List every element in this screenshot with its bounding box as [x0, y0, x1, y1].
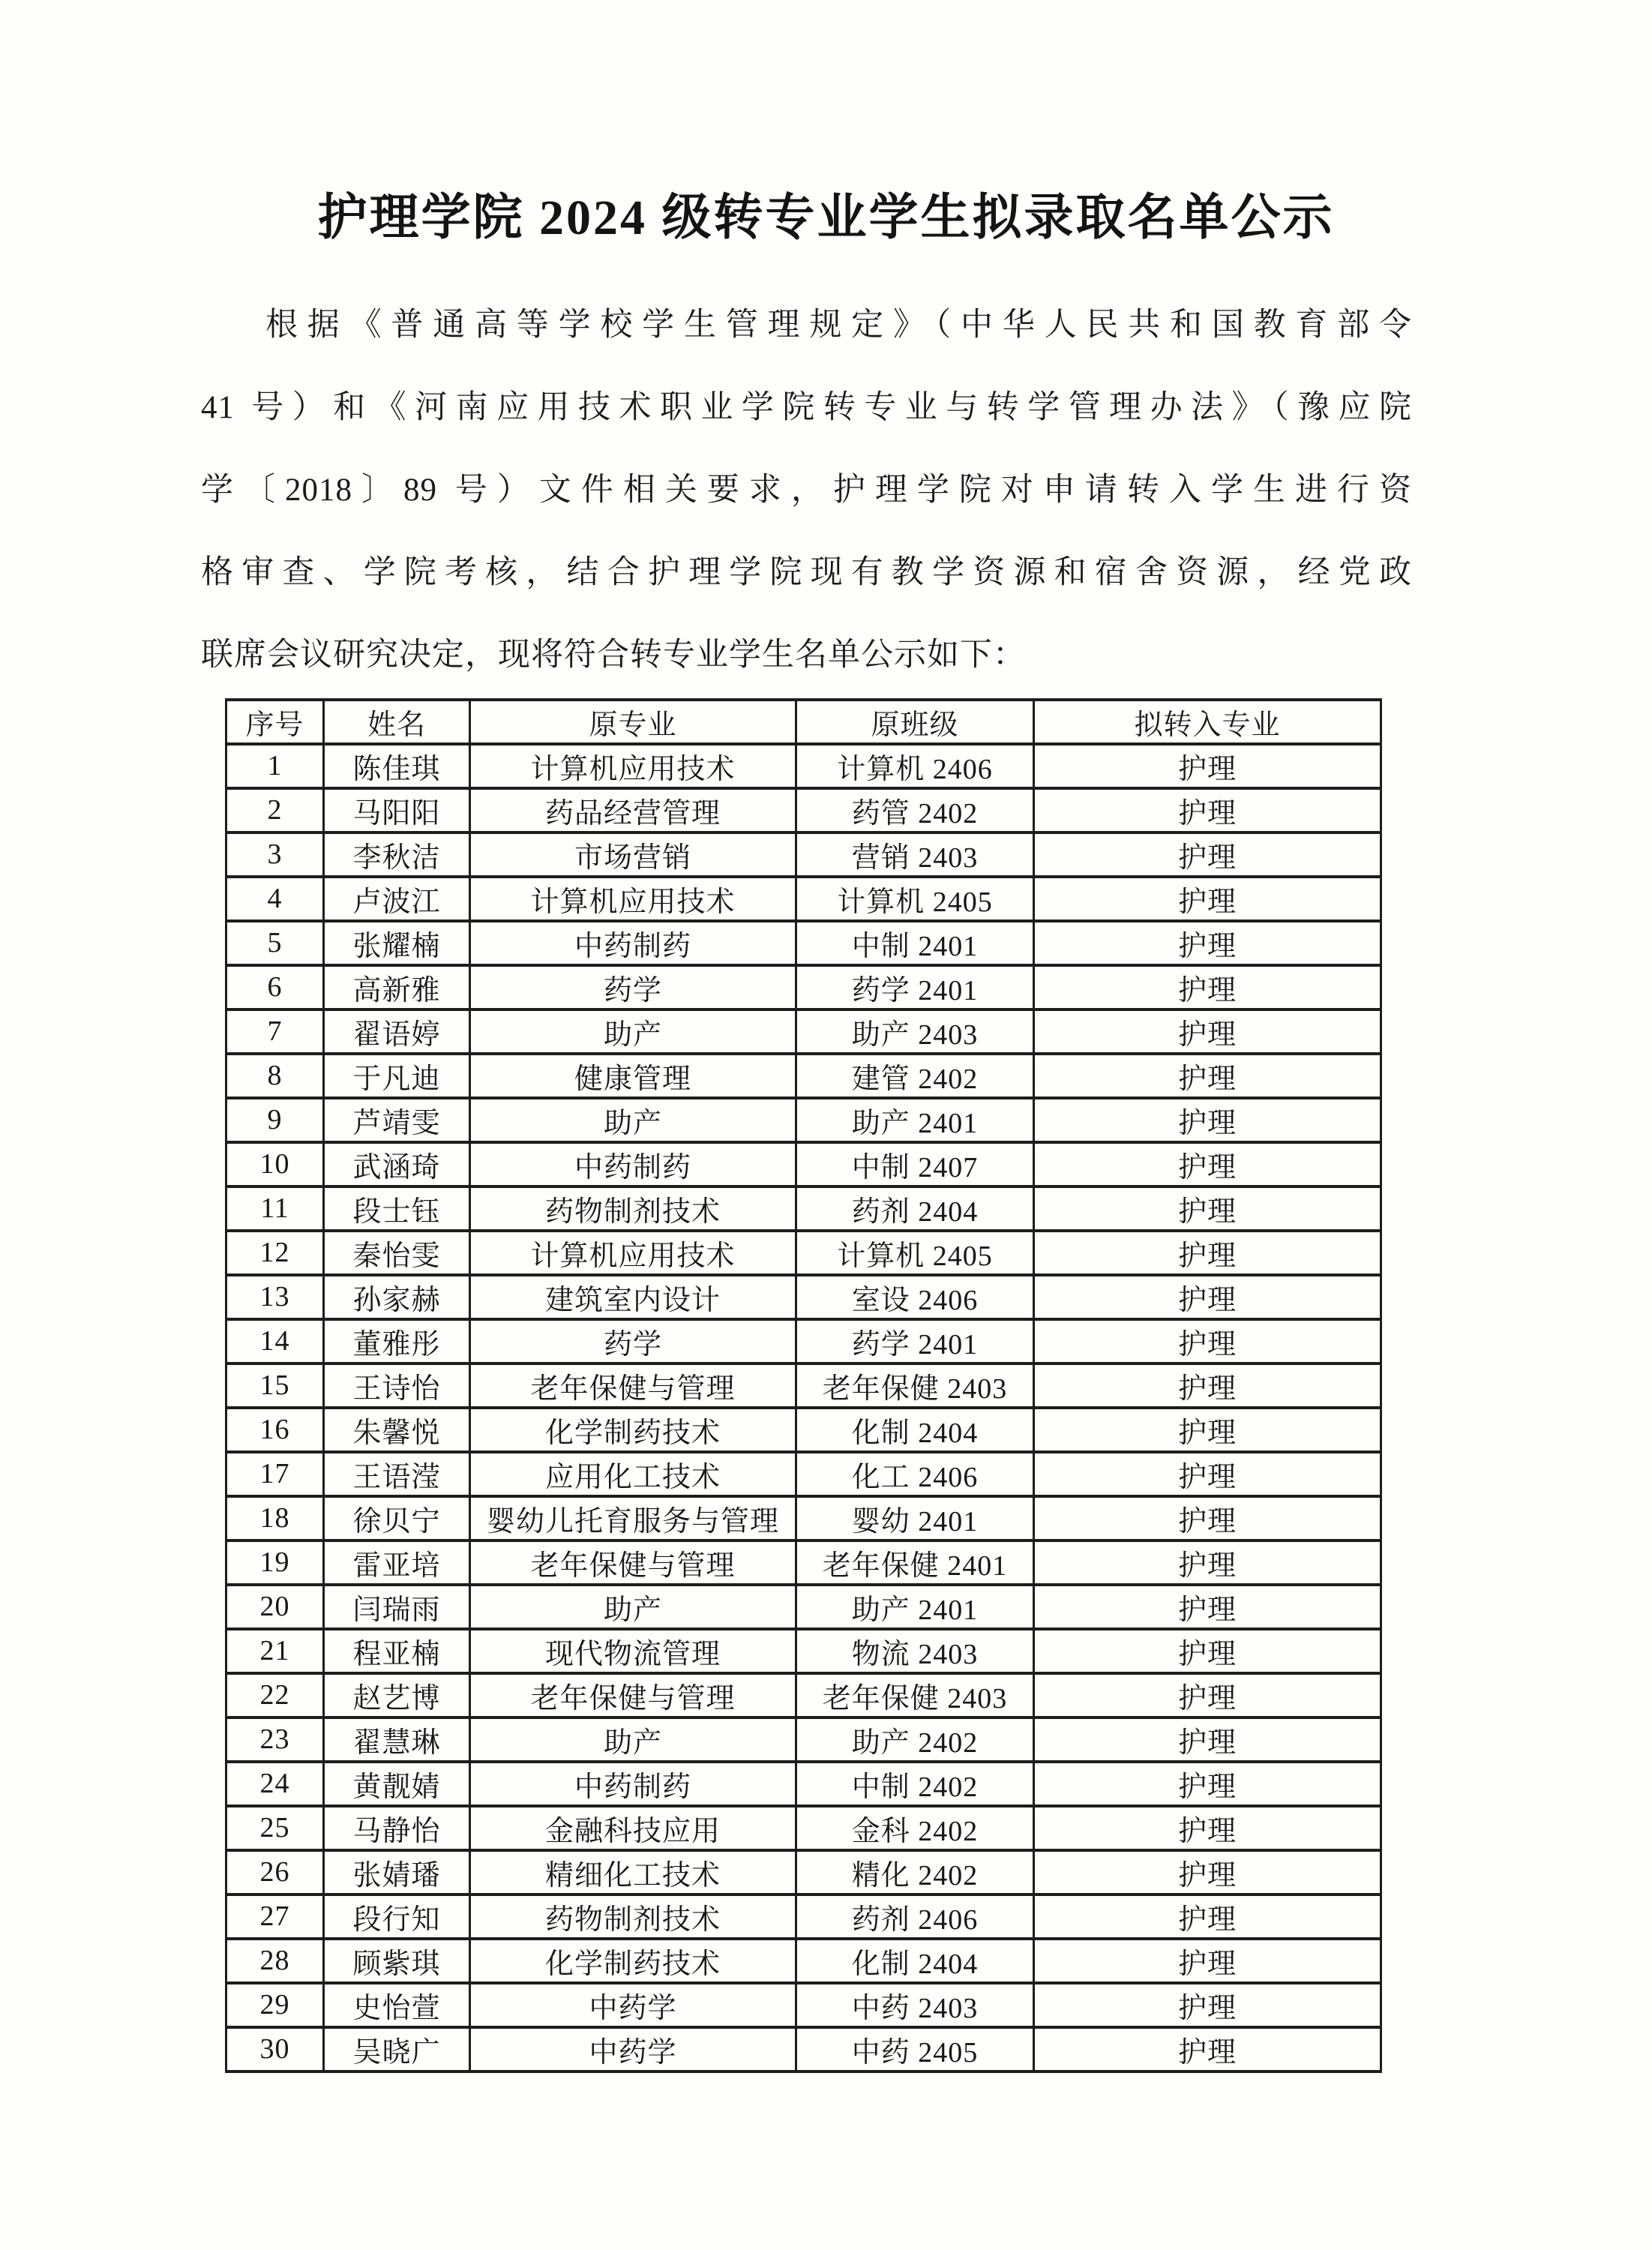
cell-major: 药学 [470, 965, 796, 1010]
table-row [226, 1496, 1381, 1540]
cell-target: 护理 [1034, 877, 1381, 921]
cell-name: 张婧璠 [324, 1850, 470, 1894]
cell-name: 张耀楠 [324, 921, 470, 965]
cell-no: 26 [226, 1850, 324, 1894]
cell-target: 护理 [1034, 1939, 1381, 1983]
cell-class_name: 助产 2401 [796, 1098, 1034, 1142]
table-row [226, 1452, 1381, 1496]
table-row [226, 1718, 1381, 1762]
cell-major: 计算机应用技术 [470, 877, 796, 921]
column-header-major: 原专业 [470, 700, 796, 744]
cell-major: 老年保健与管理 [470, 1364, 796, 1408]
cell-major: 助产 [470, 1098, 796, 1142]
table-row [226, 1098, 1381, 1142]
cell-class_name: 化制 2404 [796, 1408, 1034, 1452]
cell-target: 护理 [1034, 1496, 1381, 1540]
cell-major: 药物制剂技术 [470, 1186, 796, 1231]
table-row [226, 1408, 1381, 1452]
cell-no: 30 [226, 2027, 324, 2072]
cell-target: 护理 [1034, 1629, 1381, 1673]
intro-line: 根据《普通高等学校学生管理规定》（中华人民共和国教育部令 [265, 307, 1412, 343]
cell-name: 程亚楠 [324, 1629, 470, 1673]
cell-name: 李秋洁 [324, 832, 470, 877]
cell-major: 药学 [470, 1319, 796, 1364]
cell-name: 黄靓婧 [324, 1762, 470, 1806]
table-row [226, 1806, 1381, 1850]
cell-class_name: 药剂 2404 [796, 1186, 1034, 1231]
cell-name: 武涵琦 [324, 1142, 470, 1186]
cell-no: 12 [226, 1231, 324, 1275]
cell-major: 药品经营管理 [470, 788, 796, 832]
cell-major: 中药学 [470, 1983, 796, 2027]
cell-class_name: 老年保健 2401 [796, 1540, 1034, 1585]
cell-major: 市场营销 [470, 832, 796, 877]
table-row [226, 1142, 1381, 1186]
cell-no: 27 [226, 1894, 324, 1939]
cell-major: 老年保健与管理 [470, 1673, 796, 1718]
cell-target: 护理 [1034, 1098, 1381, 1142]
cell-no: 9 [226, 1098, 324, 1142]
cell-name: 史怡萱 [324, 1983, 470, 2027]
column-header-class: 原班级 [796, 700, 1034, 744]
cell-major: 助产 [470, 1585, 796, 1629]
table-row [226, 1186, 1381, 1231]
table-row [226, 1983, 1381, 2027]
cell-name: 雷亚培 [324, 1540, 470, 1585]
cell-name: 马静怡 [324, 1806, 470, 1850]
cell-target: 护理 [1034, 1408, 1381, 1452]
column-header-name: 姓名 [324, 700, 470, 744]
table-body [226, 744, 1381, 2072]
cell-name: 顾紫琪 [324, 1939, 470, 1983]
cell-no: 28 [226, 1939, 324, 1983]
cell-target: 护理 [1034, 2027, 1381, 2072]
cell-no: 8 [226, 1054, 324, 1098]
cell-no: 18 [226, 1496, 324, 1540]
cell-major: 中药制药 [470, 1142, 796, 1186]
cell-class_name: 药学 2401 [796, 965, 1034, 1010]
intro-line: 格审查、学院考核，结合护理学院现有教学资源和宿舍资源，经党政 [201, 554, 1412, 590]
cell-name: 段士钰 [324, 1186, 470, 1231]
cell-name: 卢波江 [324, 877, 470, 921]
cell-no: 6 [226, 965, 324, 1010]
cell-class_name: 老年保健 2403 [796, 1364, 1034, 1408]
cell-class_name: 化制 2404 [796, 1939, 1034, 1983]
cell-no: 11 [226, 1186, 324, 1231]
cell-target: 护理 [1034, 1142, 1381, 1186]
cell-target: 护理 [1034, 1540, 1381, 1585]
cell-major: 中药学 [470, 2027, 796, 2072]
cell-major: 化学制药技术 [470, 1408, 796, 1452]
cell-major: 精细化工技术 [470, 1850, 796, 1894]
intro-line: 学〔2018〕89 号）文件相关要求，护理学院对申请转入学生进行资 [201, 472, 1412, 508]
column-header-target: 拟转入专业 [1034, 700, 1381, 744]
table-row [226, 832, 1381, 877]
cell-class_name: 婴幼 2401 [796, 1496, 1034, 1540]
cell-class_name: 物流 2403 [796, 1629, 1034, 1673]
cell-no: 2 [226, 788, 324, 832]
cell-name: 马阳阳 [324, 788, 470, 832]
table-row [226, 744, 1381, 788]
cell-major: 健康管理 [470, 1054, 796, 1098]
cell-major: 助产 [470, 1718, 796, 1762]
cell-no: 15 [226, 1364, 324, 1408]
cell-name: 吴晓广 [324, 2027, 470, 2072]
cell-target: 护理 [1034, 1364, 1381, 1408]
table-row [226, 921, 1381, 965]
cell-class_name: 助产 2401 [796, 1585, 1034, 1629]
cell-name: 高新雅 [324, 965, 470, 1010]
table-row [226, 1275, 1381, 1319]
cell-no: 17 [226, 1452, 324, 1496]
cell-name: 芦靖雯 [324, 1098, 470, 1142]
table-row [226, 1762, 1381, 1806]
table-row [226, 788, 1381, 832]
cell-no: 19 [226, 1540, 324, 1585]
cell-no: 23 [226, 1718, 324, 1762]
cell-name: 王诗怡 [324, 1364, 470, 1408]
table-header-row [226, 700, 1381, 744]
cell-class_name: 老年保健 2403 [796, 1673, 1034, 1718]
table-row [226, 1540, 1381, 1585]
table-row [226, 1231, 1381, 1275]
cell-target: 护理 [1034, 965, 1381, 1010]
cell-target: 护理 [1034, 1718, 1381, 1762]
cell-name: 翟语婷 [324, 1010, 470, 1054]
table-row [226, 1010, 1381, 1054]
cell-target: 护理 [1034, 1894, 1381, 1939]
cell-name: 段行知 [324, 1894, 470, 1939]
cell-name: 赵艺博 [324, 1673, 470, 1718]
cell-class_name: 中药 2403 [796, 1983, 1034, 2027]
cell-name: 翟慧琳 [324, 1718, 470, 1762]
intro-paragraph [201, 284, 1412, 697]
cell-no: 29 [226, 1983, 324, 2027]
cell-class_name: 中制 2407 [796, 1142, 1034, 1186]
intro-line: 41 号）和《河南应用技术职业学院转专业与转学管理办法》（豫应院 [201, 389, 1412, 425]
cell-major: 金融科技应用 [470, 1806, 796, 1850]
cell-class_name: 药管 2402 [796, 788, 1034, 832]
cell-class_name: 计算机 2405 [796, 1231, 1034, 1275]
cell-major: 应用化工技术 [470, 1452, 796, 1496]
cell-target: 护理 [1034, 1231, 1381, 1275]
page-title: 护理学院 2024 级转专业学生拟录取名单公示 [317, 190, 1335, 245]
cell-major: 助产 [470, 1010, 796, 1054]
cell-class_name: 室设 2406 [796, 1275, 1034, 1319]
cell-no: 4 [226, 877, 324, 921]
cell-no: 3 [226, 832, 324, 877]
table-row [226, 1939, 1381, 1983]
table-row [226, 1319, 1381, 1364]
cell-class_name: 化工 2406 [796, 1452, 1034, 1496]
table-row [226, 1850, 1381, 1894]
table-row [226, 877, 1381, 921]
cell-class_name: 营销 2403 [796, 832, 1034, 877]
cell-major: 计算机应用技术 [470, 744, 796, 788]
cell-name: 陈佳琪 [324, 744, 470, 788]
cell-no: 7 [226, 1010, 324, 1054]
cell-no: 14 [226, 1319, 324, 1364]
table-row [226, 1054, 1381, 1098]
cell-major: 中药制药 [470, 1762, 796, 1806]
table-row [226, 1673, 1381, 1718]
cell-class_name: 精化 2402 [796, 1850, 1034, 1894]
cell-target: 护理 [1034, 1585, 1381, 1629]
cell-class_name: 助产 2402 [796, 1718, 1034, 1762]
cell-target: 护理 [1034, 1673, 1381, 1718]
cell-target: 护理 [1034, 1850, 1381, 1894]
cell-name: 王语滢 [324, 1452, 470, 1496]
cell-no: 24 [226, 1762, 324, 1806]
cell-major: 药物制剂技术 [470, 1894, 796, 1939]
cell-target: 护理 [1034, 1186, 1381, 1231]
cell-name: 董雅彤 [324, 1319, 470, 1364]
cell-class_name: 药剂 2406 [796, 1894, 1034, 1939]
cell-class_name: 计算机 2406 [796, 744, 1034, 788]
cell-target: 护理 [1034, 1806, 1381, 1850]
cell-name: 于凡迪 [324, 1054, 470, 1098]
column-header-no: 序号 [226, 700, 324, 744]
table-row [226, 1894, 1381, 1939]
cell-no: 10 [226, 1142, 324, 1186]
cell-class_name: 建管 2402 [796, 1054, 1034, 1098]
cell-class_name: 中制 2401 [796, 921, 1034, 965]
cell-class_name: 中药 2405 [796, 2027, 1034, 2072]
intro-line: 联席会议研究决定，现将符合转专业学生名单公示如下： [201, 637, 1026, 673]
cell-no: 1 [226, 744, 324, 788]
cell-major: 老年保健与管理 [470, 1540, 796, 1585]
cell-major: 计算机应用技术 [470, 1231, 796, 1275]
cell-target: 护理 [1034, 1010, 1381, 1054]
cell-no: 16 [226, 1408, 324, 1452]
cell-name: 孙家赫 [324, 1275, 470, 1319]
cell-no: 20 [226, 1585, 324, 1629]
transfer-roster-table [225, 698, 1382, 2073]
cell-major: 中药制药 [470, 921, 796, 965]
table-row [226, 1629, 1381, 1673]
cell-class_name: 药学 2401 [796, 1319, 1034, 1364]
cell-class_name: 计算机 2405 [796, 877, 1034, 921]
cell-target: 护理 [1034, 744, 1381, 788]
cell-name: 闫瑞雨 [324, 1585, 470, 1629]
cell-name: 秦怡雯 [324, 1231, 470, 1275]
cell-no: 13 [226, 1275, 324, 1319]
cell-target: 护理 [1034, 788, 1381, 832]
cell-no: 21 [226, 1629, 324, 1673]
cell-no: 25 [226, 1806, 324, 1850]
cell-target: 护理 [1034, 1054, 1381, 1098]
cell-target: 护理 [1034, 1452, 1381, 1496]
cell-target: 护理 [1034, 832, 1381, 877]
cell-name: 徐贝宁 [324, 1496, 470, 1540]
cell-major: 现代物流管理 [470, 1629, 796, 1673]
cell-class_name: 助产 2403 [796, 1010, 1034, 1054]
table-row [226, 1364, 1381, 1408]
table-row [226, 2027, 1381, 2072]
table-row [226, 965, 1381, 1010]
cell-class_name: 中制 2402 [796, 1762, 1034, 1806]
cell-target: 护理 [1034, 1983, 1381, 2027]
cell-major: 婴幼儿托育服务与管理 [470, 1496, 796, 1540]
cell-class_name: 金科 2402 [796, 1806, 1034, 1850]
cell-major: 建筑室内设计 [470, 1275, 796, 1319]
cell-target: 护理 [1034, 1762, 1381, 1806]
cell-major: 化学制药技术 [470, 1939, 796, 1983]
table-row [226, 1585, 1381, 1629]
cell-no: 5 [226, 921, 324, 965]
cell-no: 22 [226, 1673, 324, 1718]
cell-name: 朱馨悦 [324, 1408, 470, 1452]
cell-target: 护理 [1034, 921, 1381, 965]
cell-target: 护理 [1034, 1319, 1381, 1364]
cell-target: 护理 [1034, 1275, 1381, 1319]
